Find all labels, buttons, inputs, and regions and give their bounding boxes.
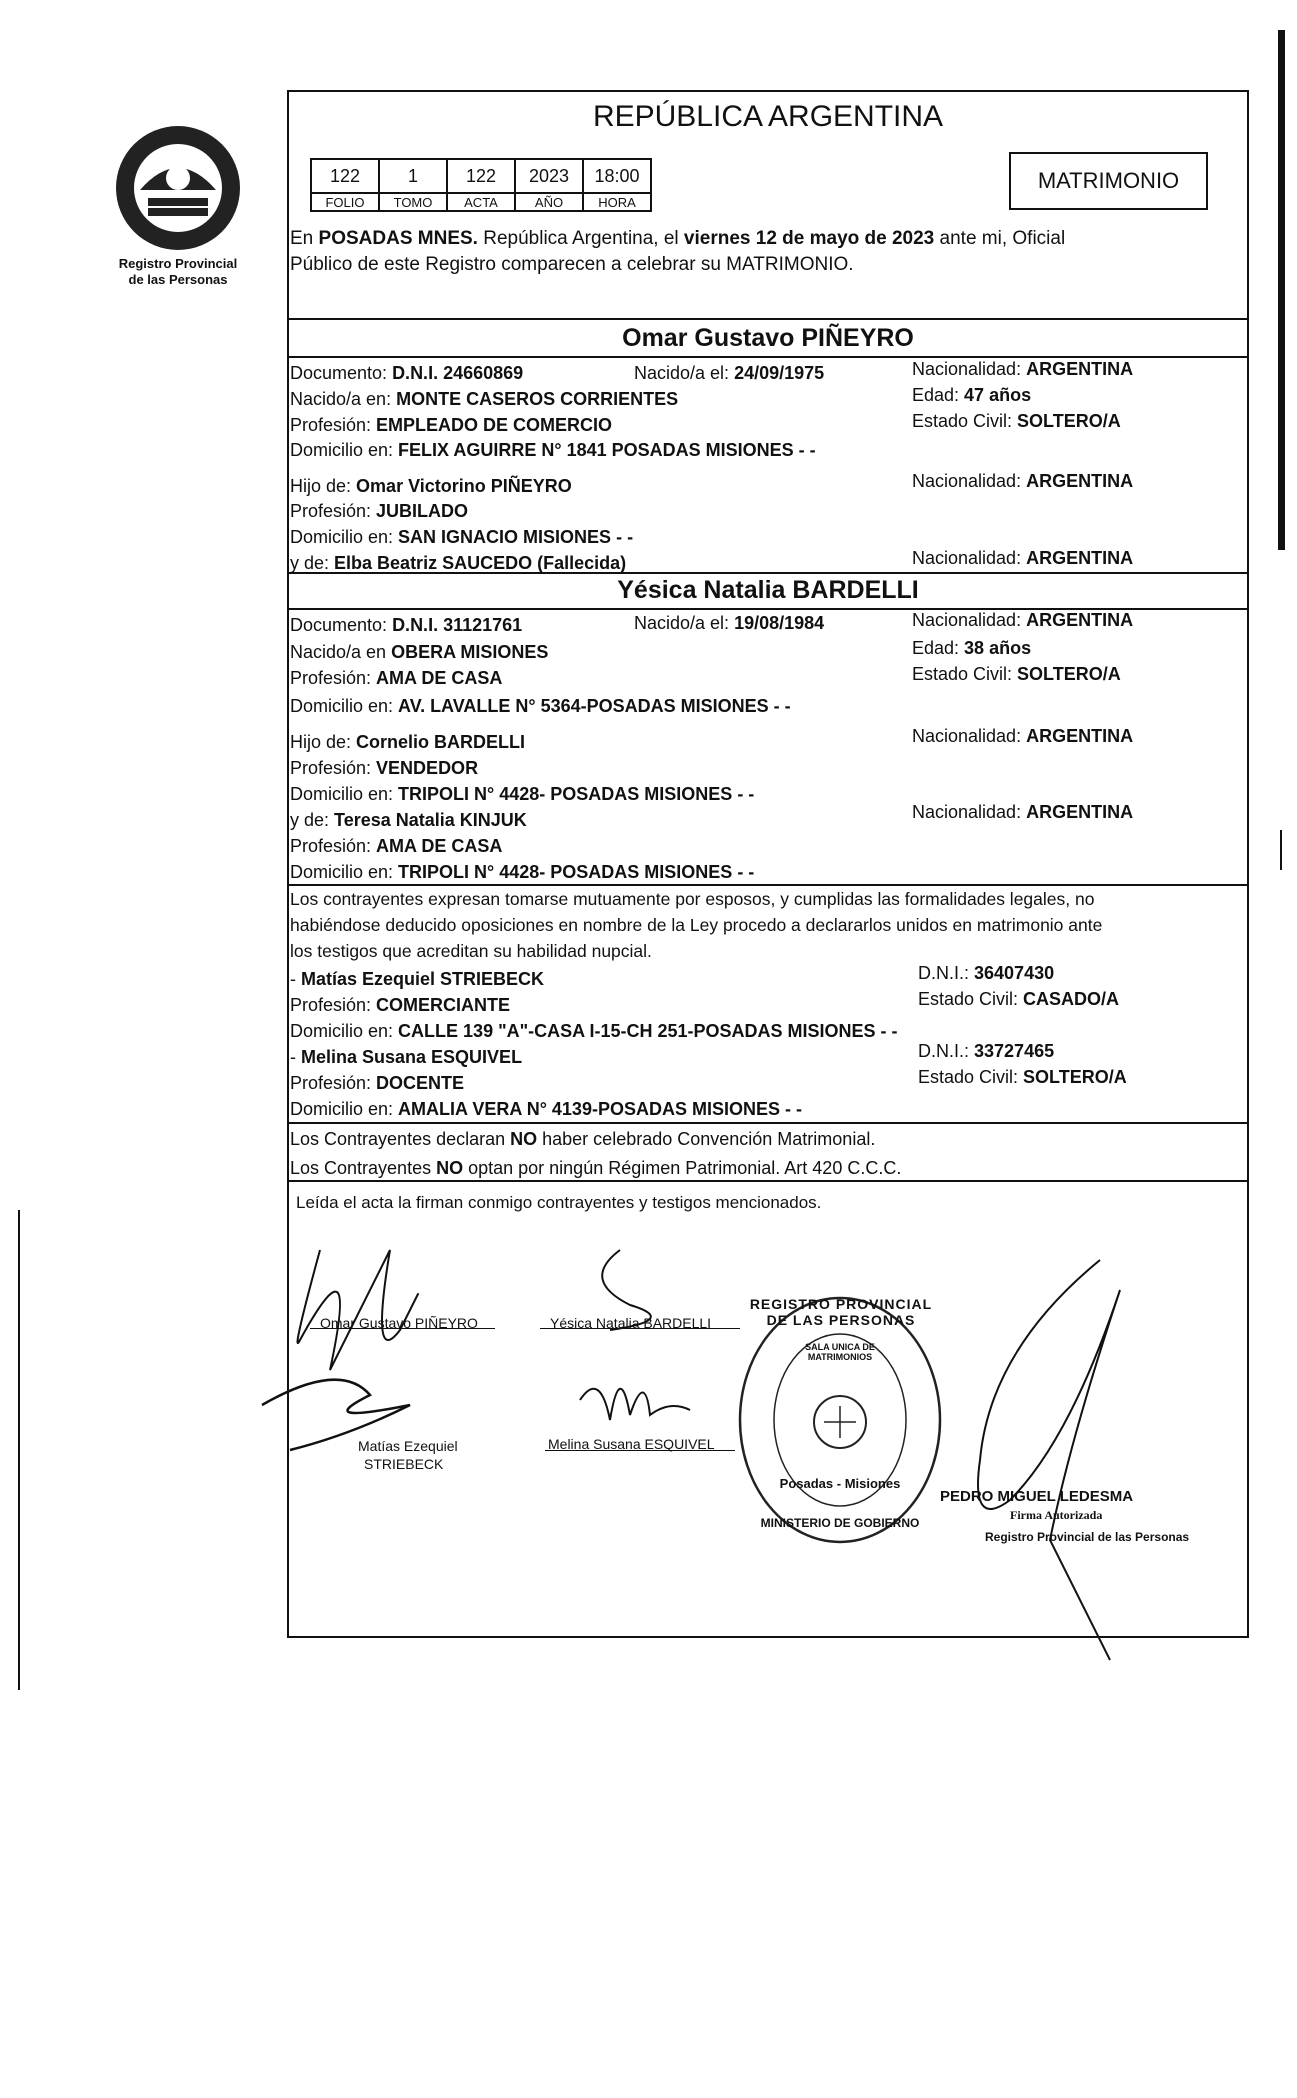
bride-name: Yésica Natalia BARDELLI: [617, 576, 919, 604]
bride-mother-nationality: Nacionalidad: ARGENTINA: [912, 802, 1134, 822]
registry-name-line2: de las Personas: [128, 272, 228, 287]
scan-edge-mark: [1278, 30, 1285, 550]
witness2-dni: D.N.I.: 33727465: [918, 1041, 1055, 1061]
witness2-name: - Melina Susana ESQUIVEL: [290, 1047, 523, 1067]
witness2-profession: Profesión: DOCENTE: [290, 1073, 465, 1093]
scan-edge-mark: [1280, 830, 1282, 870]
bride-mother-address: Domicilio en: TRIPOLI N° 4428- POSADAS MISIONES - -: [290, 862, 755, 882]
stamp-ministry: MINISTERIO DE GOBIERNO: [760, 1516, 920, 1530]
bride-birth-place: Nacido/a en OBERA MISIONES: [290, 642, 549, 662]
convention-line-1: Los Contrayentes declaran NO haber celebrado Convención Matrimonial.: [290, 1129, 876, 1149]
bride-address: Domicilio en: AV. LAVALLE N° 5364-POSADAS MISIONES - -: [290, 696, 791, 716]
record-number-table: [310, 158, 652, 212]
hora-value: 18:00: [583, 159, 651, 193]
officer-name: PEDRO MIGUEL LEDESMA: [940, 1488, 1134, 1505]
registry-seal-icon: [108, 118, 248, 258]
bride-father-address: Domicilio en: TRIPOLI N° 4428- POSADAS MISIONES - -: [290, 784, 755, 804]
groom-father-address: Domicilio en: SAN IGNACIO MISIONES - -: [290, 527, 634, 547]
hora-label: HORA: [583, 193, 651, 211]
bride-profession: Profesión: AMA DE CASA: [290, 668, 503, 688]
record-type-box: MATRIMONIO: [1009, 152, 1208, 210]
intro-text-c: ante mi, Oficial: [934, 228, 1066, 249]
witness1-civil-status: Estado Civil: CASADO/A: [918, 989, 1120, 1009]
bride-nationality: Nacionalidad: ARGENTINA: [912, 610, 1134, 630]
closing-statement: Leída el acta la firman conmigo contrayentes y testigos mencionados.: [296, 1193, 822, 1212]
bride-mother: y de: Teresa Natalia KINJUK: [290, 810, 527, 830]
witness2-civil-status: Estado Civil: SOLTERO/A: [918, 1067, 1127, 1087]
witness2-signature-name: Melina Susana ESQUIVEL: [548, 1436, 715, 1452]
groom-age: Edad: 47 años: [912, 385, 1032, 405]
declaration-line-2: habiéndose deducido oposiciones en nombre de la Ley procedo a declararlos unidos en matrimonio ante: [290, 915, 1103, 935]
witness1-name: - Matías Ezequiel STRIEBECK: [290, 969, 545, 989]
officer-registry: Registro Provincial de las Personas: [985, 1530, 1190, 1544]
intro-text-b: República Argentina, el: [477, 228, 684, 249]
intro-line-1: [290, 228, 1065, 250]
convention-line-2: Los Contrayentes NO optan por ningún Régimen Patrimonial. Art 420 C.C.C.: [290, 1158, 902, 1178]
anio-value: 2023: [515, 159, 583, 193]
bride-birth-date: Nacido/a el: 19/08/1984: [634, 613, 825, 633]
bride-father: Hijo de: Cornelio BARDELLI: [290, 732, 526, 752]
anio-label: AÑO: [515, 193, 583, 211]
bride-signature-name: Yésica Natalia BARDELLI: [550, 1315, 712, 1331]
official-stamp: [730, 1290, 950, 1550]
witness1-address: Domicilio en: CALLE 139 "A"-CASA I-15-CH 251-POSADAS MISIONES - -: [290, 1021, 898, 1041]
declaration-line-1: Los contrayentes expresan tomarse mutuamente por esposos, y cumplidas las formalidades legales, no: [290, 889, 1095, 909]
groom-address: Domicilio en: FELIX AGUIRRE N° 1841 POSADAS MISIONES - -: [290, 440, 816, 460]
handwritten-signatures: [250, 1210, 750, 1470]
scan-edge-mark: [18, 1210, 20, 1690]
intro-text-a: En: [290, 228, 319, 249]
intro-line-2: Público de este Registro comparecen a celebrar su MATRIMONIO.: [290, 254, 854, 275]
groom-father-nationality: Nacionalidad: ARGENTINA: [912, 471, 1134, 491]
bride-father-nationality: Nacionalidad: ARGENTINA: [912, 726, 1134, 746]
registry-logo: [108, 118, 248, 258]
registry-stamp-icon: [730, 1290, 950, 1550]
divider: [287, 884, 1249, 886]
groom-birth-date: Nacido/a el: 24/09/1975: [634, 363, 825, 383]
groom-father: Hijo de: Omar Victorino PIÑEYRO: [290, 476, 572, 496]
stamp-inner-text: SALA UNICA DE MATRIMONIOS: [805, 1342, 875, 1362]
witness1-signature-name-2: STRIEBECK: [364, 1456, 444, 1472]
groom-birth-place: Nacido/a en: MONTE CASEROS CORRIENTES: [290, 389, 679, 409]
stamp-city: Posadas - Misiones: [779, 1476, 901, 1491]
groom-father-profession: Profesión: JUBILADO: [290, 501, 469, 521]
document-title: REPÚBLICA ARGENTINA: [592, 100, 944, 133]
groom-mother: y de: Elba Beatriz SAUCEDO (Fallecida): [290, 553, 627, 573]
witness2-address: Domicilio en: AMALIA VERA N° 4139-POSADAS MISIONES - -: [290, 1099, 802, 1119]
witness1-dni: D.N.I.: 36407430: [918, 963, 1055, 983]
tomo-value: 1: [379, 159, 447, 193]
declaration-line-3: los testigos que acreditan su habilidad nupcial.: [290, 941, 652, 961]
officer-signature: [950, 1240, 1150, 1680]
groom-name: Omar Gustavo PIÑEYRO: [622, 324, 914, 352]
bride-civil-status: Estado Civil: SOLTERO/A: [912, 664, 1121, 684]
divider: [287, 1180, 1249, 1182]
groom-document: Documento: D.N.I. 24660869: [290, 363, 524, 383]
intro-place: POSADAS MNES.: [318, 228, 478, 249]
divider: [287, 572, 1249, 574]
folio-value: 122: [311, 159, 379, 193]
tomo-label: TOMO: [379, 193, 447, 211]
groom-mother-nationality: Nacionalidad: ARGENTINA: [912, 548, 1134, 568]
divider: [287, 1122, 1249, 1124]
bride-age: Edad: 38 años: [912, 638, 1032, 658]
acta-value: 122: [447, 159, 515, 193]
groom-civil-status: Estado Civil: SOLTERO/A: [912, 411, 1121, 431]
groom-profession: Profesión: EMPLEADO DE COMERCIO: [290, 415, 613, 435]
acta-label: ACTA: [447, 193, 515, 211]
witness1-profession: Profesión: COMERCIANTE: [290, 995, 511, 1015]
groom-signature-name: Omar Gustavo PIÑEYRO: [320, 1315, 478, 1331]
officer-title: Firma Autorizada: [1010, 1508, 1103, 1522]
bride-document: Documento: D.N.I. 31121761: [290, 615, 523, 635]
witness1-signature-name-1: Matías Ezequiel: [358, 1438, 458, 1454]
folio-label: FOLIO: [311, 193, 379, 211]
bride-mother-profession: Profesión: AMA DE CASA: [290, 836, 503, 856]
divider: [287, 318, 1249, 320]
registry-name-line1: Registro Provincial: [118, 256, 238, 271]
groom-nationality: Nacionalidad: ARGENTINA: [912, 359, 1134, 379]
stamp-outer-text: REGISTRO PROVINCIAL DE LAS PERSONAS: [749, 1296, 933, 1328]
intro-date: viernes 12 de mayo de 2023: [683, 228, 935, 249]
bride-father-profession: Profesión: VENDEDOR: [290, 758, 479, 778]
